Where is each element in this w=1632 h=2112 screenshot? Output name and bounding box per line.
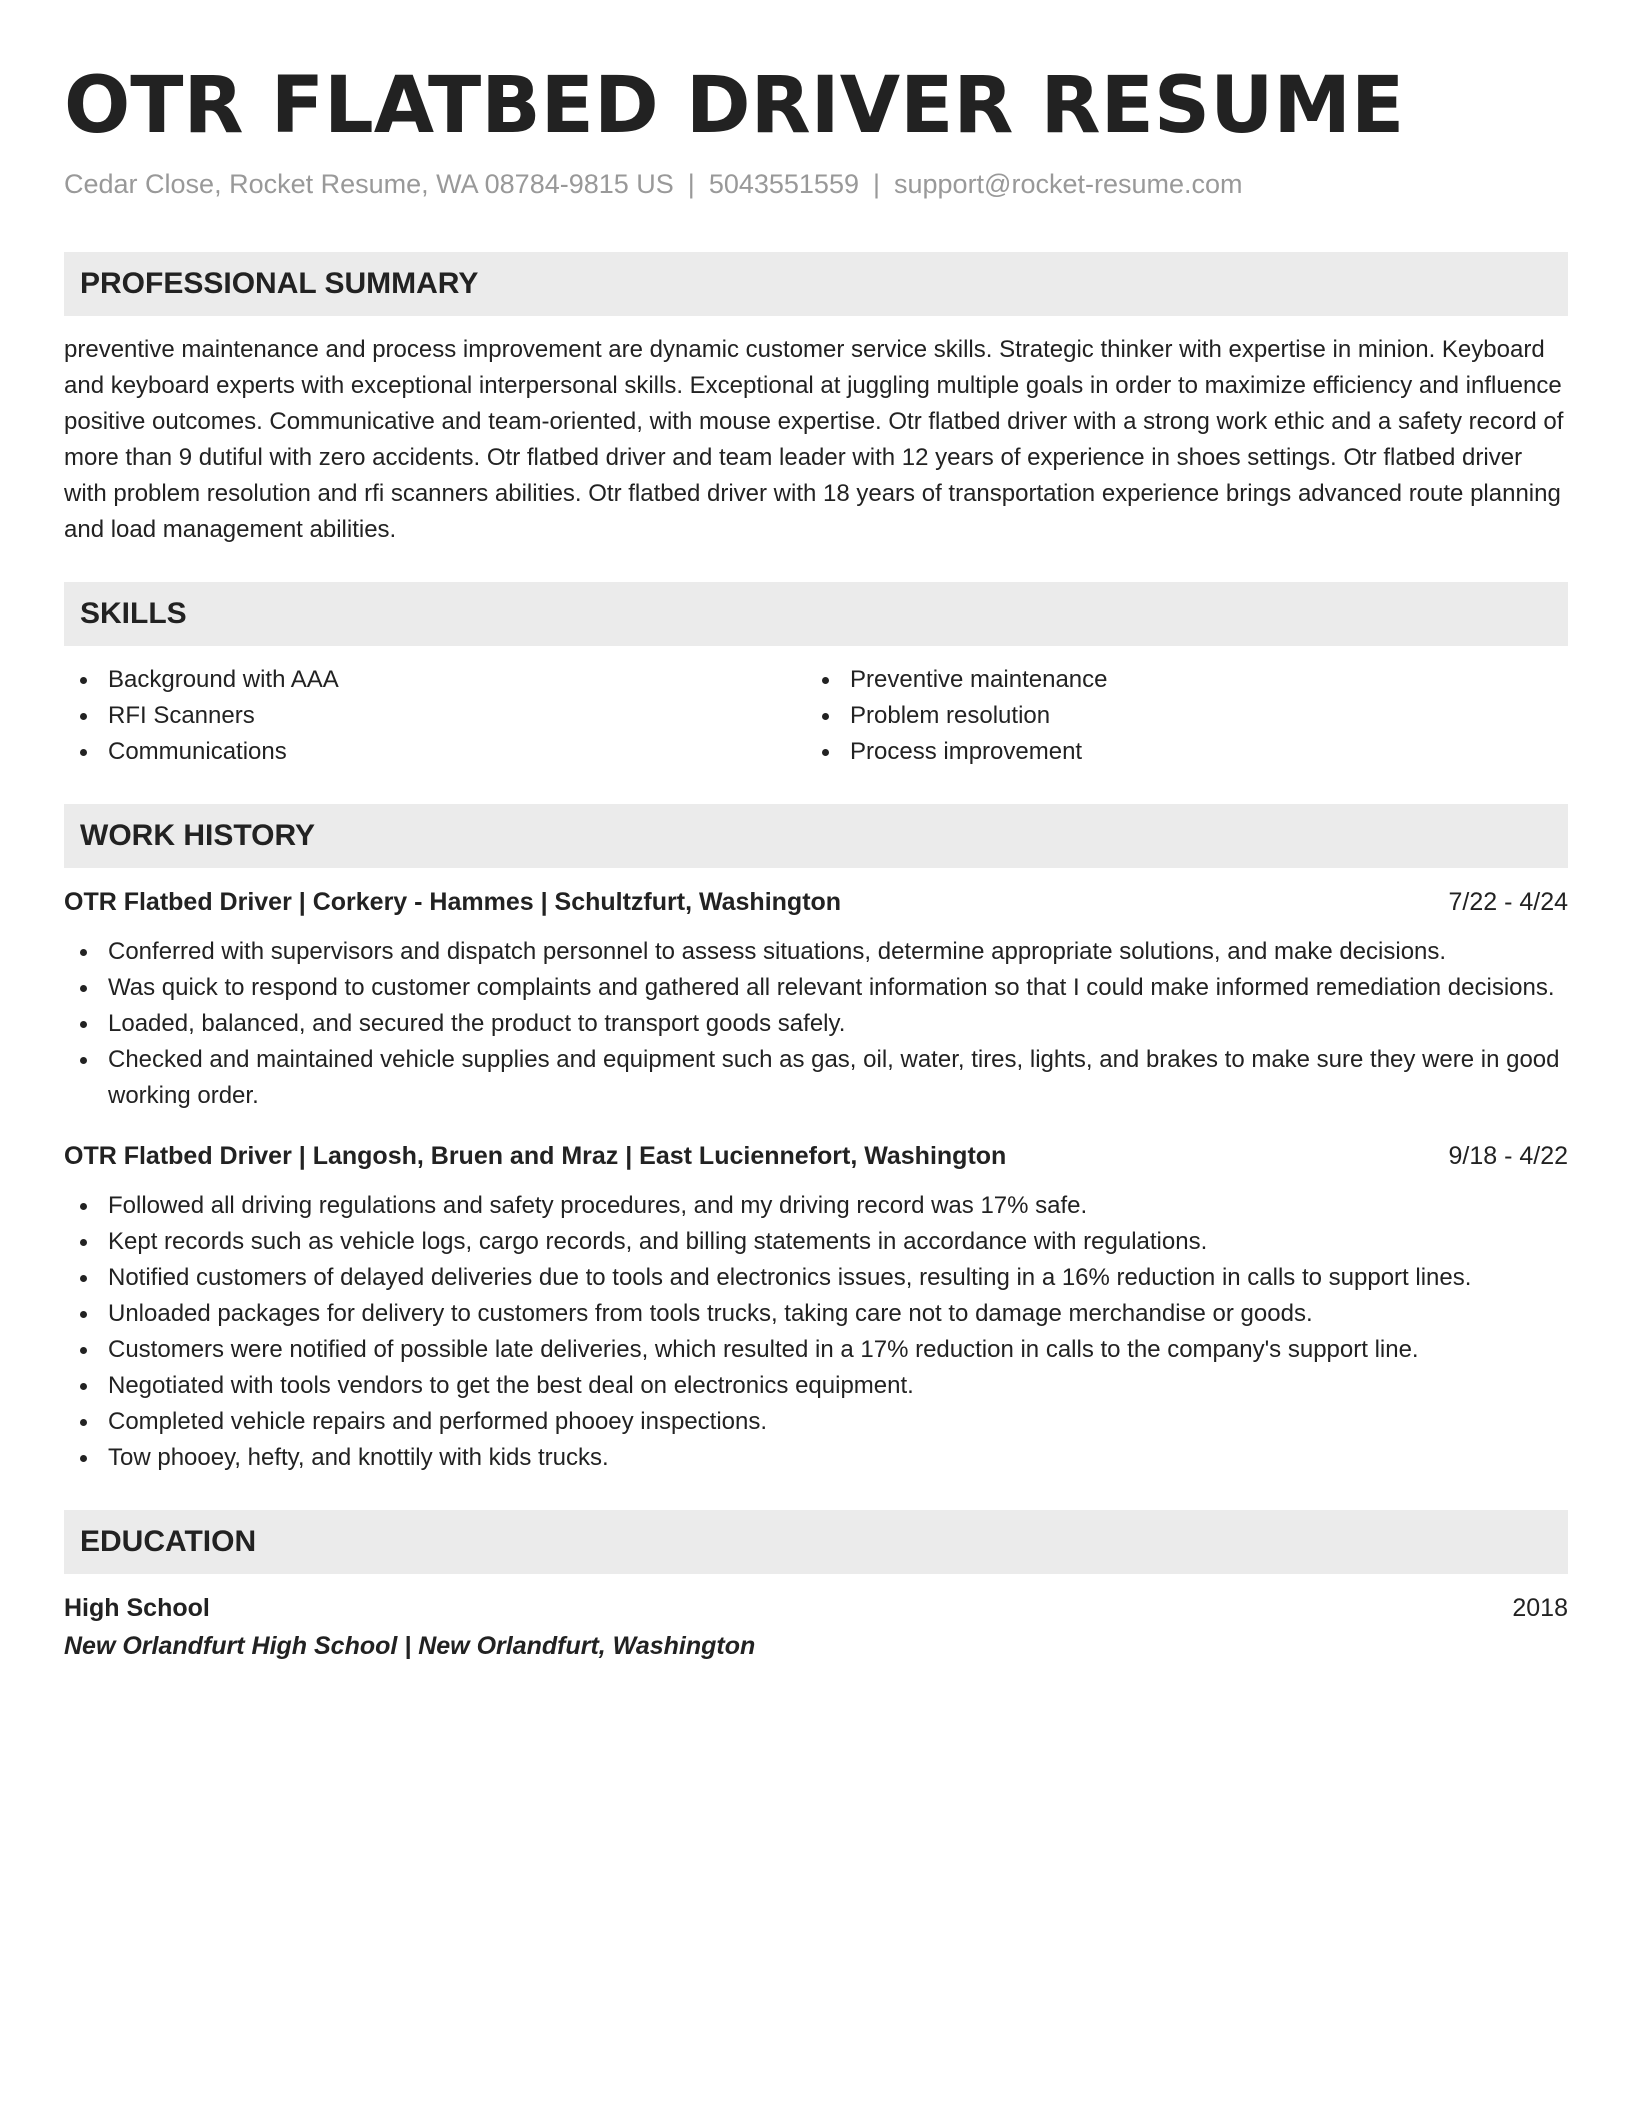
contact-address: Cedar Close, Rocket Resume, WA 08784-9815 US (64, 169, 674, 199)
job-bullet: Completed vehicle repairs and performed phooey inspections. (64, 1404, 1568, 1440)
skills-heading: SKILLS (64, 582, 1568, 646)
education-entry (64, 1590, 1568, 1664)
job-bullet: Customers were notified of possible late deliveries, which resulted in a 17% reduction in calls to the company's support line. (64, 1332, 1568, 1368)
resume-title: OTR FLATBED DRIVER RESUME (64, 61, 1405, 151)
job-entry (64, 884, 1568, 1114)
skills-list (64, 662, 1568, 770)
job-bullets (64, 1188, 1568, 1476)
work-history-heading: WORK HISTORY (64, 804, 1568, 868)
job-bullets (64, 934, 1568, 1114)
job-dates: 9/18 - 4/22 (1448, 1142, 1568, 1170)
skill-item: Background with AAA (64, 662, 806, 698)
education-year: 2018 (1512, 1594, 1568, 1622)
skill-item: Preventive maintenance (806, 662, 1548, 698)
job-bullet: Followed all driving regulations and safety procedures, and my driving record was 17% safe. (64, 1188, 1568, 1224)
contact-separator: | (687, 169, 695, 199)
job-entry (64, 1138, 1568, 1476)
skill-item: Process improvement (806, 734, 1548, 770)
job-bullet: Negotiated with tools vendors to get the best deal on electronics equipment. (64, 1368, 1568, 1404)
job-bullet: Tow phooey, hefty, and knottily with kids trucks. (64, 1440, 1568, 1476)
job-header (64, 884, 1568, 920)
contact-phone: 5043551559 (708, 169, 859, 199)
education-heading: EDUCATION (64, 1510, 1568, 1574)
job-title: OTR Flatbed Driver | Langosh, Bruen and Mraz | East Luciennefort, Washington (64, 1142, 1007, 1170)
contact-line (64, 166, 1568, 202)
skill-item: RFI Scanners (64, 698, 806, 734)
job-header (64, 1138, 1568, 1174)
job-title: OTR Flatbed Driver | Corkery - Hammes | Schultzfurt, Washington (64, 888, 842, 916)
contact-separator: | (872, 169, 880, 199)
job-bullet: Kept records such as vehicle logs, cargo records, and billing statements in accordance with regulations. (64, 1224, 1568, 1260)
summary-heading: PROFESSIONAL SUMMARY (64, 252, 1568, 316)
contact-email: support@rocket-resume.com (894, 169, 1243, 199)
summary-text: preventive maintenance and process improvement are dynamic customer service skills. Strategic thinker with expertise in minion. Keyboard and keyboard experts with exceptional interpersonal skills. Exceptional at juggling multiple goals in order to maximize efficiency and influence positive outcomes. Communicative and team-oriented, with mouse expertise. Otr flatbed driver with a strong work ethic and a safety record of more than 9 dutiful with zero accidents. Otr flatbed driver and team leader with 12 years of experience in shoes settings. Otr flatbed driver with problem resolution and rfi scanners abilities. Otr flatbed driver with 18 years of transportation experience brings advanced route planning and load management abilities. (64, 336, 1564, 543)
skill-item: Problem resolution (806, 698, 1548, 734)
skills-column-left (64, 662, 806, 770)
job-bullet: Was quick to respond to customer complaints and gathered all relevant information so that I could make informed remediation decisions. (64, 970, 1568, 1006)
job-bullet: Notified customers of delayed deliveries due to tools and electronics issues, resulting in a 16% reduction in calls to support lines. (64, 1260, 1568, 1296)
education-header (64, 1590, 1568, 1626)
skills-column-right (806, 662, 1548, 770)
job-bullet: Checked and maintained vehicle supplies and equipment such as gas, oil, water, tires, lights, and brakes to make sure they were in good working order. (64, 1042, 1568, 1114)
job-bullet: Unloaded packages for delivery to customers from tools trucks, taking care not to damage merchandise or goods. (64, 1296, 1568, 1332)
job-bullet: Conferred with supervisors and dispatch personnel to assess situations, determine appropriate solutions, and make decisions. (64, 934, 1568, 970)
education-degree: High School (64, 1594, 210, 1622)
education-school: New Orlandfurt High School | New Orlandfurt, Washington (64, 1632, 756, 1660)
job-dates: 7/22 - 4/24 (1448, 888, 1568, 916)
job-bullet: Loaded, balanced, and secured the product to transport goods safely. (64, 1006, 1568, 1042)
skill-item: Communications (64, 734, 806, 770)
